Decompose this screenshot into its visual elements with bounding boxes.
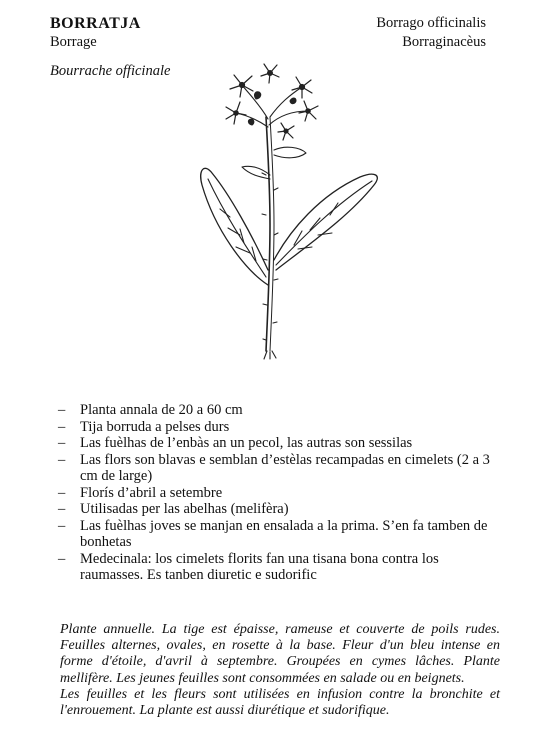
- english-name: Borrage: [50, 34, 97, 50]
- features-list: [62, 402, 502, 584]
- scientific-names: [376, 14, 486, 52]
- french-description: [60, 622, 500, 719]
- list-item: – Las flors son blavas e semblan d’estèlas recampadas en cimelets (2 a 3 cm de large): [62, 452, 502, 485]
- list-item: – Florís d’abril a setembre: [62, 485, 502, 502]
- latin-name: Borrago officinalis: [376, 15, 486, 31]
- french-name: Bourrache officinale: [50, 63, 171, 79]
- list-item: – Utilisadas per las abelhas (melifèra): [62, 501, 502, 518]
- list-item: – Planta annala de 20 a 60 cm: [62, 402, 502, 419]
- borage-plant-drawing-icon: [190, 55, 390, 360]
- family-name: Borraginacèus: [402, 34, 486, 50]
- list-item: – Las fuèlhas de l’enbàs an un pecol, las autras son sessilas: [62, 435, 502, 452]
- list-item: – Las fuèlhas joves se manjan en ensalada a la prima. S’en fa tamben de bonhetas: [62, 518, 502, 551]
- list-item: – Tija borruda a pelses durs: [62, 419, 502, 436]
- catalan-name: BORRATJA: [50, 15, 141, 32]
- common-names: [50, 14, 170, 80]
- list-item: – Medecinala: los cimelets florits fan una tisana bona contra los raumasses. Es tanben diuretic e sudorific: [62, 551, 502, 584]
- description-paragraph: Plante annuelle. La tige est épaisse, rameuse et couverte de poils rudes. Feuilles alternes, ovales, en rosette à la base. Fleur d'un bleu intense en forme d'étoile, d'avril à septembre. Groupées en cymes lâches. Plante mellifère. Les jeunes feuilles sont consommées en salade ou en beignets.: [60, 622, 500, 686]
- description-paragraph: Les feuilles et les fleurs sont utilisées en infusion contre la bronchite et l'enrouement. La plante est aussi diurétique et sudorifique.: [60, 686, 500, 719]
